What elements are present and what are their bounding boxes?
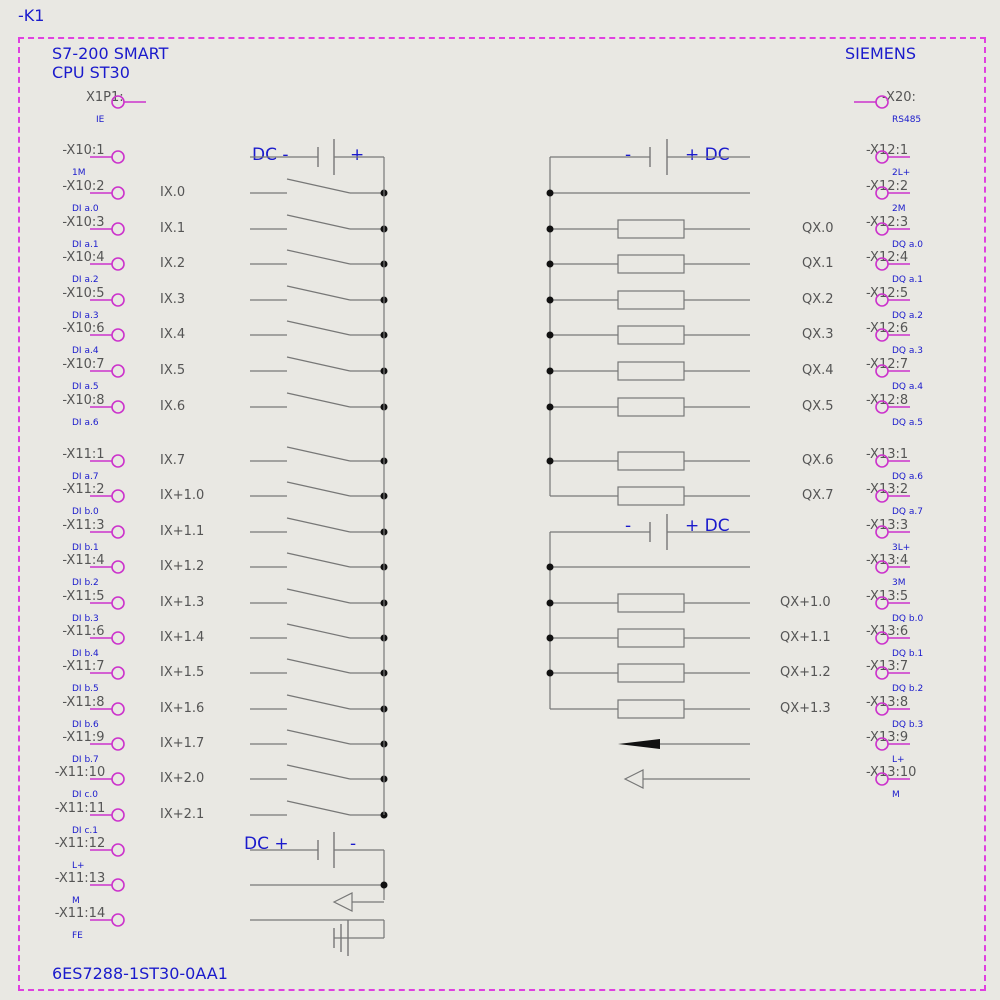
- right-terminal-sub-7: DQ a.5: [892, 418, 923, 428]
- input-signal-label-9: IX+1.0: [160, 488, 205, 503]
- port-left-label: X1P1:: [86, 90, 124, 105]
- left-terminal-sub-15: DI b.6: [72, 720, 99, 730]
- right-terminal-sub-10: 3L+: [892, 543, 911, 553]
- left-terminal-name-11: -X11:4: [62, 553, 105, 568]
- right-terminal-name-5: -X12:6: [866, 321, 909, 336]
- output-load-3: [618, 255, 684, 273]
- input-switch-15: [287, 695, 350, 709]
- input-signal-label-13: IX+1.4: [160, 630, 205, 645]
- left-terminal-name-8: -X11:1: [62, 447, 105, 462]
- right-terminal-sub-0: 2L+: [892, 168, 911, 178]
- left-terminal-3: [112, 258, 124, 270]
- model-line-1: S7-200 SMART: [52, 44, 169, 63]
- right-terminal-name-8: -X13:1: [866, 447, 909, 462]
- left-terminal-sub-2: DI a.1: [72, 240, 99, 250]
- left-terminal-sub-0: 1M: [72, 168, 86, 178]
- left-terminal-sub-14: DI b.5: [72, 684, 99, 694]
- right-terminal-2: [876, 223, 888, 235]
- output-signal-label-2: QX.0: [802, 221, 834, 236]
- right-terminal-9: [876, 490, 888, 502]
- right-terminal-sub-1: 2M: [892, 204, 906, 214]
- right-terminal-13: [876, 632, 888, 644]
- sensor-supply-neg-label: -: [350, 834, 357, 854]
- left-terminal-18: [112, 809, 124, 821]
- output-a-node-6: [547, 404, 554, 411]
- input-signal-label-14: IX+1.5: [160, 665, 205, 680]
- left-terminal-sub-16: DI b.7: [72, 755, 99, 765]
- port-left-terminal: [112, 96, 124, 108]
- right-terminal-sub-9: DQ a.7: [892, 507, 923, 517]
- left-terminal-name-9: -X11:2: [62, 482, 105, 497]
- right-terminal-16: [876, 738, 888, 750]
- right-terminal-8: [876, 455, 888, 467]
- right-terminal-15: [876, 703, 888, 715]
- input-signal-label-15: IX+1.6: [160, 701, 205, 716]
- input-switch-6: [287, 357, 350, 371]
- input-switch-14: [287, 659, 350, 673]
- input-supply-pos-label: +: [350, 145, 365, 165]
- input-signal-label-4: IX.3: [160, 292, 186, 307]
- left-terminal-sub-1: DI a.0: [72, 204, 99, 214]
- left-terminal-name-15: -X11:8: [62, 695, 105, 710]
- left-terminal-name-7: -X10:8: [62, 393, 105, 408]
- input-signal-label-8: IX.7: [160, 453, 186, 468]
- sensor-output-arrow: [334, 893, 352, 911]
- left-terminal-sub-7: DI a.6: [72, 418, 99, 428]
- left-terminal-name-17: -X11:10: [54, 765, 106, 780]
- right-terminal-sub-6: DQ a.4: [892, 382, 923, 392]
- model-line-2: CPU ST30: [52, 63, 130, 82]
- device-tag: -K1: [18, 6, 45, 25]
- input-signal-label-11: IX+1.2: [160, 559, 205, 574]
- output-b-node-2: [547, 635, 554, 642]
- output-load-13: [618, 629, 684, 647]
- right-terminal-sub-8: DQ a.6: [892, 472, 923, 482]
- port-right-terminal: [876, 96, 888, 108]
- right-terminal-sub-16: L+: [892, 755, 905, 765]
- input-signal-label-5: IX.4: [160, 327, 186, 342]
- right-terminal-7: [876, 401, 888, 413]
- input-signal-label-6: IX.5: [160, 363, 186, 378]
- right-terminal-sub-2: DQ a.0: [892, 240, 923, 250]
- output-load-8: [618, 452, 684, 470]
- left-terminal-sub-21: FE: [72, 931, 83, 941]
- output-load-7: [618, 398, 684, 416]
- left-terminal-name-3: -X10:4: [62, 250, 105, 265]
- left-terminal-name-13: -X11:6: [62, 624, 105, 639]
- output-signal-label-13: QX+1.1: [780, 630, 831, 645]
- left-terminal-sub-8: DI a.7: [72, 472, 99, 482]
- right-terminal-name-3: -X12:4: [866, 250, 909, 265]
- right-terminal-sub-15: DQ b.3: [892, 720, 924, 730]
- output-load-12: [618, 594, 684, 612]
- left-terminal-21: [112, 914, 124, 926]
- right-terminal-14: [876, 667, 888, 679]
- right-terminal-name-14: -X13:7: [866, 659, 909, 674]
- input-switch-5: [287, 321, 350, 335]
- output-load-5: [618, 326, 684, 344]
- port-right-label: -X20:: [882, 90, 916, 105]
- input-switch-16: [287, 730, 350, 744]
- left-terminal-sub-17: DI c.0: [72, 790, 98, 800]
- input-switch-11: [287, 553, 350, 567]
- output-a-node-4: [547, 332, 554, 339]
- output-signal-label-5: QX.3: [802, 327, 834, 342]
- left-terminal-name-10: -X11:3: [62, 518, 105, 533]
- left-terminal-6: [112, 365, 124, 377]
- brand-label: SIEMENS: [845, 44, 917, 63]
- right-terminal-sub-12: DQ b.0: [892, 614, 924, 624]
- left-terminal-sub-19: L+: [72, 861, 85, 871]
- right-terminal-name-16: -X13:9: [866, 730, 909, 745]
- left-terminal-8: [112, 455, 124, 467]
- input-switch-12: [287, 589, 350, 603]
- input-signal-label-2: IX.1: [160, 221, 186, 236]
- input-signal-label-17: IX+2.0: [160, 771, 205, 786]
- right-terminal-3: [876, 258, 888, 270]
- output-a-node-1: [547, 226, 554, 233]
- port-right-sub: RS485: [892, 115, 922, 125]
- left-terminal-name-5: -X10:6: [62, 321, 105, 336]
- sensor-m-node: [381, 882, 388, 889]
- left-terminal-name-0: -X10:1: [62, 143, 105, 158]
- left-terminal-1: [112, 187, 124, 199]
- output-b-supply-neg-label: -: [625, 516, 632, 536]
- left-terminal-name-14: -X11:7: [62, 659, 105, 674]
- right-terminal-0: [876, 151, 888, 163]
- left-terminal-name-4: -X10:5: [62, 286, 105, 301]
- output-a-supply-pos-label: + DC: [685, 145, 730, 165]
- m-arrow: [625, 770, 643, 788]
- left-terminal-sub-13: DI b.4: [72, 649, 99, 659]
- left-terminal-name-20: -X11:13: [54, 871, 106, 886]
- left-terminal-sub-6: DI a.5: [72, 382, 99, 392]
- output-load-14: [618, 664, 684, 682]
- right-terminal-11: [876, 561, 888, 573]
- right-terminal-sub-14: DQ b.2: [892, 684, 924, 694]
- input-switch-9: [287, 482, 350, 496]
- right-terminal-5: [876, 329, 888, 341]
- right-terminal-1: [876, 187, 888, 199]
- right-terminal-sub-11: 3M: [892, 578, 906, 588]
- output-a-node-0: [547, 190, 554, 197]
- left-terminal-sub-10: DI b.1: [72, 543, 99, 553]
- left-terminal-2: [112, 223, 124, 235]
- right-terminal-6: [876, 365, 888, 377]
- right-terminal-name-7: -X12:8: [866, 393, 909, 408]
- output-b-node-0: [547, 564, 554, 571]
- input-signal-label-16: IX+1.7: [160, 736, 205, 751]
- left-terminal-name-18: -X11:11: [54, 801, 106, 816]
- input-signal-label-1: IX.0: [160, 185, 186, 200]
- right-terminal-sub-4: DQ a.2: [892, 311, 923, 321]
- left-terminal-name-12: -X11:5: [62, 589, 105, 604]
- left-terminal-name-19: -X11:12: [54, 836, 106, 851]
- right-terminal-name-15: -X13:8: [866, 695, 909, 710]
- left-terminal-15: [112, 703, 124, 715]
- left-terminal-12: [112, 597, 124, 609]
- input-switch-10: [287, 518, 350, 532]
- left-terminal-13: [112, 632, 124, 644]
- input-switch-1: [287, 179, 350, 193]
- left-terminal-sub-20: M: [72, 896, 80, 906]
- right-terminal-sub-5: DQ a.3: [892, 346, 923, 356]
- port-left-sub: IE: [96, 115, 105, 125]
- input-switch-8: [287, 447, 350, 461]
- left-terminal-sub-5: DI a.4: [72, 346, 99, 356]
- left-terminal-sub-4: DI a.3: [72, 311, 99, 321]
- output-load-4: [618, 291, 684, 309]
- right-terminal-name-1: -X12:2: [866, 179, 909, 194]
- output-a-node-2: [547, 261, 554, 268]
- sensor-supply-pos-label: DC +: [244, 834, 289, 854]
- left-terminal-name-1: -X10:2: [62, 179, 105, 194]
- left-terminal-sub-11: DI b.2: [72, 578, 99, 588]
- left-terminal-7: [112, 401, 124, 413]
- left-terminal-sub-3: DI a.2: [72, 275, 99, 285]
- output-b-supply-pos-label: + DC: [685, 516, 730, 536]
- left-terminal-20: [112, 879, 124, 891]
- input-switch-7: [287, 393, 350, 407]
- output-a-node-5: [547, 368, 554, 375]
- l-plus-arrow: [618, 739, 660, 749]
- input-switch-17: [287, 765, 350, 779]
- right-terminal-name-10: -X13:3: [866, 518, 909, 533]
- input-switch-13: [287, 624, 350, 638]
- left-terminal-name-6: -X10:7: [62, 357, 105, 372]
- output-a-node-7: [547, 458, 554, 465]
- left-terminal-sub-9: DI b.0: [72, 507, 99, 517]
- left-terminal-4: [112, 294, 124, 306]
- input-switch-3: [287, 250, 350, 264]
- right-terminal-name-12: -X13:5: [866, 589, 909, 604]
- right-terminal-name-4: -X12:5: [866, 286, 909, 301]
- left-terminal-11: [112, 561, 124, 573]
- right-terminal-17: [876, 773, 888, 785]
- left-terminal-sub-12: DI b.3: [72, 614, 99, 624]
- left-terminal-name-2: -X10:3: [62, 215, 105, 230]
- left-terminal-9: [112, 490, 124, 502]
- output-signal-label-15: QX+1.3: [780, 701, 831, 716]
- left-terminal-17: [112, 773, 124, 785]
- left-terminal-sub-18: DI c.1: [72, 826, 98, 836]
- left-terminal-name-21: -X11:14: [54, 906, 106, 921]
- output-a-supply-neg-label: -: [625, 145, 632, 165]
- output-signal-label-8: QX.6: [802, 453, 834, 468]
- right-terminal-name-11: -X13:4: [866, 553, 909, 568]
- output-b-node-1: [547, 600, 554, 607]
- right-terminal-sub-17: M: [892, 790, 900, 800]
- right-terminal-name-0: -X12:1: [866, 143, 909, 158]
- right-terminal-name-17: -X13:10: [866, 765, 917, 780]
- input-switch-18: [287, 801, 350, 815]
- left-terminal-0: [112, 151, 124, 163]
- right-terminal-sub-3: DQ a.1: [892, 275, 923, 285]
- output-signal-label-12: QX+1.0: [780, 595, 831, 610]
- output-load-2: [618, 220, 684, 238]
- right-terminal-4: [876, 294, 888, 306]
- output-b-node-3: [547, 670, 554, 677]
- right-terminal-12: [876, 597, 888, 609]
- input-signal-label-3: IX.2: [160, 256, 186, 271]
- output-signal-label-9: QX.7: [802, 488, 834, 503]
- left-terminal-10: [112, 526, 124, 538]
- output-a-node-3: [547, 297, 554, 304]
- input-signal-label-12: IX+1.3: [160, 595, 205, 610]
- input-supply-neg-label: DC -: [252, 145, 289, 165]
- input-switch-2: [287, 215, 350, 229]
- output-signal-label-14: QX+1.2: [780, 665, 831, 680]
- input-signal-label-7: IX.6: [160, 399, 186, 414]
- input-signal-label-10: IX+1.1: [160, 524, 205, 539]
- output-signal-label-7: QX.5: [802, 399, 834, 414]
- right-terminal-name-2: -X12:3: [866, 215, 909, 230]
- input-signal-label-18: IX+2.1: [160, 807, 205, 822]
- output-signal-label-4: QX.2: [802, 292, 834, 307]
- right-terminal-name-9: -X13:2: [866, 482, 909, 497]
- output-signal-label-3: QX.1: [802, 256, 834, 271]
- right-terminal-name-6: -X12:7: [866, 357, 909, 372]
- input-switch-4: [287, 286, 350, 300]
- part-number: 6ES7288-1ST30-0AA1: [52, 964, 228, 983]
- right-terminal-name-13: -X13:6: [866, 624, 909, 639]
- left-terminal-14: [112, 667, 124, 679]
- left-terminal-19: [112, 844, 124, 856]
- output-load-6: [618, 362, 684, 380]
- output-load-15: [618, 700, 684, 718]
- right-terminal-10: [876, 526, 888, 538]
- left-terminal-5: [112, 329, 124, 341]
- left-terminal-name-16: -X11:9: [62, 730, 105, 745]
- left-terminal-16: [112, 738, 124, 750]
- output-signal-label-6: QX.4: [802, 363, 834, 378]
- right-terminal-sub-13: DQ b.1: [892, 649, 924, 659]
- output-load-9: [618, 487, 684, 505]
